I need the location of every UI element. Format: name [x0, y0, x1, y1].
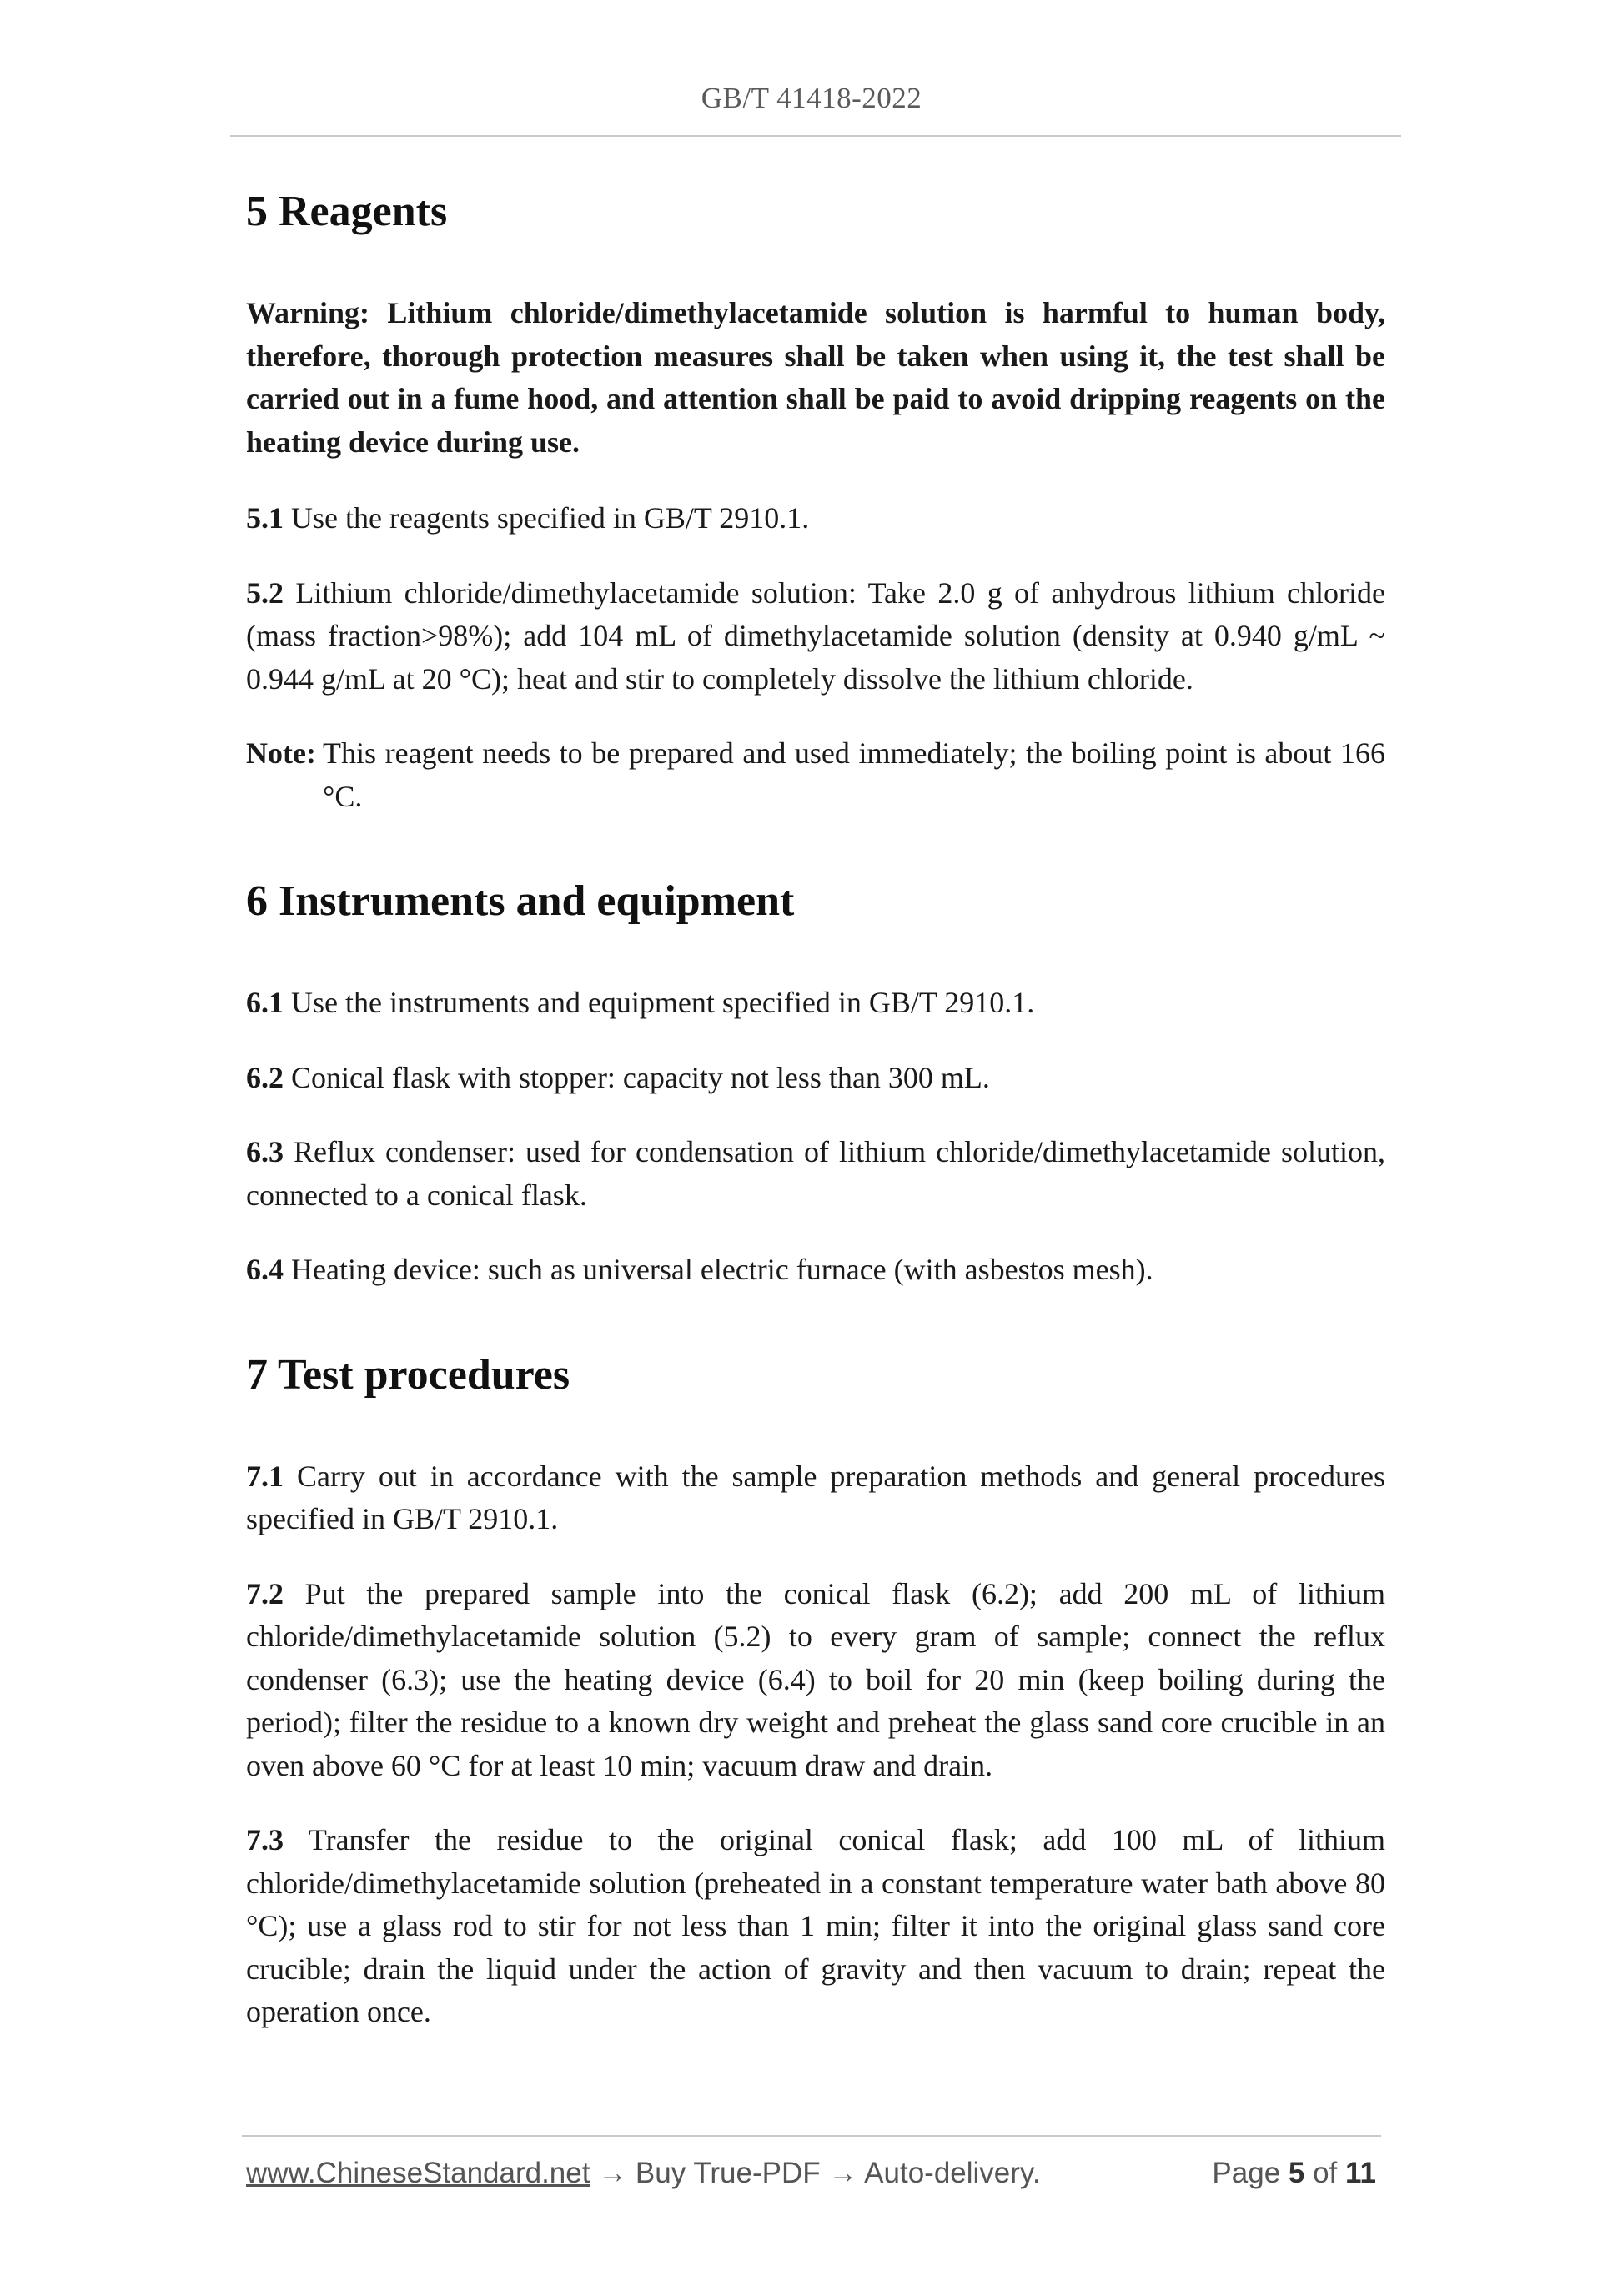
clause-6-1	[246, 982, 1385, 1025]
website-link[interactable]: www.ChineseStandard.net	[246, 2157, 590, 2189]
clause-6-3	[246, 1131, 1385, 1217]
clause-text: Use the reagents specified in GB/T 2910.1.	[284, 501, 810, 535]
clause-text: Carry out in accordance with the sample preparation methods and general procedures specified in GB/T 2910.1.	[246, 1459, 1385, 1535]
section-title-test-procedures: 7 Test procedures	[246, 1350, 570, 1399]
clause-number: 7.3	[246, 1823, 284, 1856]
page-footer	[246, 2157, 1376, 2190]
clause-number: 6.3	[246, 1135, 284, 1168]
section-title-reagents: 5 Reagents	[246, 188, 448, 235]
clause-text: Heating device: such as universal electric furnace (with asbestos mesh).	[284, 1253, 1153, 1286]
note-label: Note:	[246, 736, 316, 770]
warning-paragraph: Warning: Lithium chloride/dimethylacetamide solution is harmful to human body, therefore, thorough protection measures shall be taken when using it, the test shall be carried out in a fume hood, and attention shall be paid to avoid dripping reagents on the heating device during use.	[246, 296, 1385, 459]
clause-5-2	[246, 572, 1385, 701]
current-page-number: 5	[1288, 2157, 1305, 2189]
clause-7-2	[246, 1573, 1385, 1788]
clause-text: Transfer the residue to the original conical flask; add 100 mL of lithium chloride/dimethylacetamide solution (preheated in a constant temperature water bath above 80 °C); use a glass rod to stir for not less than 1 min; filter it into the original glass sand core crucible; drain the liquid under the action of gravity and then vacuum to drain; repeat the operation once.	[246, 1823, 1385, 2028]
clause-number: 5.1	[246, 501, 284, 535]
note-reagent	[246, 732, 1385, 818]
footer-promo	[246, 2157, 1041, 2190]
clause-number: 6.2	[246, 1060, 284, 1094]
section-title-instruments: 6 Instruments and equipment	[246, 877, 795, 925]
clause-number: 6.4	[246, 1253, 284, 1286]
clause-text: Reflux condenser: used for condensation of lithium chloride/dimethylacetamide solution, connected to a conical flask.	[246, 1135, 1385, 1212]
clause-number: 6.1	[246, 986, 284, 1019]
note-text: This reagent needs to be prepared and used immediately; the boiling point is about 166 °C.	[323, 736, 1385, 813]
clause-number: 5.2	[246, 575, 284, 610]
footer-promo-text: → Buy True-PDF → Auto-delivery.	[590, 2157, 1041, 2189]
clause-6-2	[246, 1057, 1385, 1100]
clause-7-3	[246, 1819, 1385, 2034]
document-standard-code: GB/T 41418-2022	[701, 82, 922, 114]
header-divider	[230, 135, 1401, 137]
page-indicator	[1212, 2157, 1376, 2190]
page-prefix: Page	[1212, 2157, 1289, 2189]
clause-text: Use the instruments and equipment specified in GB/T 2910.1.	[284, 986, 1035, 1019]
clause-text: Lithium chloride/dimethylacetamide solution: Take 2.0 g of anhydrous lithium chloride (mass fraction>98%); add 104 mL of dimethylacetamide solution (density at 0.940 g/mL ~ 0.944 g/mL at 20 °C); heat and stir to completely dissolve the lithium chloride.	[246, 575, 1385, 696]
page-separator: of	[1304, 2157, 1345, 2189]
clause-5-1	[246, 497, 1385, 540]
total-page-count: 11	[1345, 2157, 1376, 2189]
clause-text: Put the prepared sample into the conical flask (6.2); add 200 mL of lithium chloride/dimethylacetamide solution (5.2) to every gram of sample; connect the reflux condenser (6.3); use the heating device (6.4) to boil for 20 min (keep boiling during the period); filter the residue to a known dry weight and preheat the glass sand core crucible in an oven above 60 °C for at least 10 min; vacuum draw and drain.	[246, 1576, 1385, 1782]
footer-divider	[242, 2135, 1381, 2137]
clause-number: 7.2	[246, 1576, 284, 1610]
clause-text: Conical flask with stopper: capacity not less than 300 mL.	[284, 1060, 990, 1094]
page-content	[246, 187, 1385, 2066]
clause-number: 7.1	[246, 1459, 284, 1493]
clause-6-4	[246, 1248, 1385, 1292]
clause-7-1	[246, 1455, 1385, 1541]
